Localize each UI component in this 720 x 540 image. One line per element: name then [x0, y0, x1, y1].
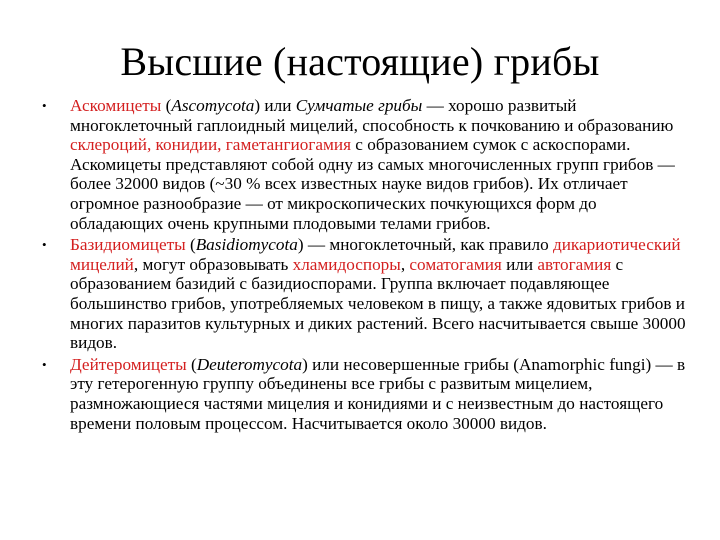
highlight-autogamy: автогамия: [537, 254, 612, 274]
bullet-dot-icon: •: [42, 98, 47, 113]
highlight-somatogamy: соматогамия: [409, 254, 502, 274]
text-segment: (: [186, 354, 197, 374]
list-item-deuteromycetes: [42, 355, 692, 433]
slide-title: Высшие (настоящие) грибы: [120, 39, 600, 84]
highlight-sclerotia: склероций, конидии, гаметангиогамия: [70, 135, 351, 155]
list-item-basidiomycetes: [42, 235, 692, 353]
latin-name: Ascomycota: [171, 96, 255, 115]
text-segment: (: [161, 96, 172, 115]
bullet-list: [42, 96, 692, 435]
text-segment: или: [501, 254, 538, 274]
text-segment: ) — многоклеточный, как правило: [297, 235, 553, 255]
bullet-dot-icon: •: [42, 237, 47, 253]
text-segment: ) или: [254, 96, 296, 115]
list-item-ascomycetes: [42, 96, 692, 233]
term-deuteromycetes: Дейтеромицеты: [70, 354, 187, 374]
highlight-dikaryotic-mycelium: дикариотический мицелий: [70, 235, 681, 274]
text-segment: — хорошо развитый многоклеточный гаплоидный мицелий, способность к почкованию и образованию: [70, 96, 674, 135]
text-segment: , могут образовывать: [133, 254, 293, 274]
term-ascomycetes: Аскомицеты: [70, 96, 162, 115]
text-segment: с образованием базидий с базидиоспорами. Группа включает подавляющее большинство грибов, употребляемых человеком в пищу, а также ядовитых грибов и многих паразитов культурных и диких растений. Всего насчитывается свыше 30000 видов.: [70, 254, 686, 353]
alt-name: Сумчатые грибы: [295, 96, 423, 115]
text-segment: ,: [400, 254, 410, 274]
latin-name: Basidiomycota: [195, 235, 298, 255]
bullet-dot-icon: •: [42, 356, 47, 372]
latin-name: Deuteromycota: [196, 354, 303, 374]
term-basidiomycetes: Базидиомицеты: [70, 235, 186, 255]
text-segment: (: [185, 235, 196, 255]
text-segment: с образованием сумок с аскоспорами. Аскомицеты представляют собой одну из самых многочисленных групп грибов — более 32000 видов (~30 % всех известных науке видов грибов). Их отличает огромное разнообразие — от микроскопических почкующихся форм до обладающих очень крупными плодовыми телами грибов.: [70, 135, 675, 233]
text-segment: ) или несовершенные грибы (Anamorphic fungi) — в эту гетерогенную группу объединены все грибы с развитым мицелием, размножающиеся частями мицелия и конидиями и с неизвестным до настоящего времени половым процессом. Насчитывается около 30000 видов.: [70, 354, 686, 433]
highlight-chlamydospores: хламидоспоры: [292, 254, 401, 274]
